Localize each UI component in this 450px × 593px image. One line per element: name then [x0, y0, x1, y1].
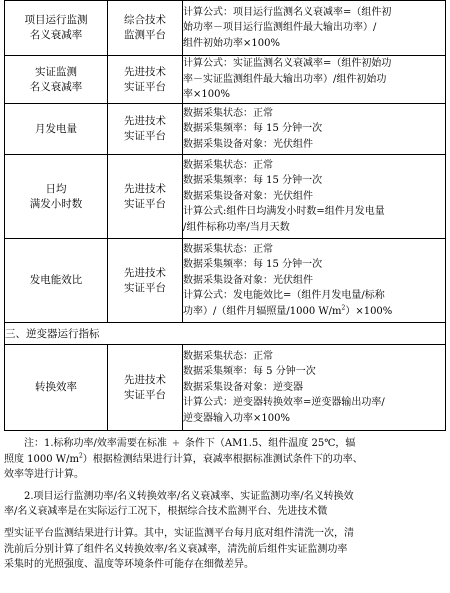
- indicator-name-line: 发电能效比: [29, 274, 83, 286]
- platform-cell: [108, 56, 183, 104]
- note-text: ）根据检测结果进行计算，衰减率根据标准测试条件下的功率、: [82, 453, 363, 465]
- method-line: 始功率－项目运行监测组件最大输出功率）/: [183, 22, 377, 34]
- method-cell: [183, 155, 446, 239]
- note-line: 效率等进行计算。: [4, 469, 84, 481]
- method-line: 数据采集设备对象：光伏组件: [183, 190, 313, 202]
- platform-cell: [108, 155, 183, 239]
- note-line: 率/名义衰减率是在实际运行工况下，根据综合技术监测平台、先进技术微: [4, 506, 328, 518]
- method-line: 率×100%: [183, 89, 230, 101]
- indicator-name-cell: [5, 104, 108, 155]
- indicator-name-line: 月发电量: [35, 122, 77, 135]
- platform-line: 实证平台: [124, 130, 166, 142]
- notes: [4, 436, 444, 573]
- platform-line: 先进技术: [124, 115, 166, 127]
- indicator-name-cell: [5, 56, 108, 104]
- method-line: 计算公式:组件日均满发小时数=组件月发电量: [183, 206, 385, 218]
- platform-cell: [108, 104, 183, 155]
- method-cell: [183, 1, 446, 56]
- method-line: 数据采集状态：正常: [183, 350, 273, 362]
- table-row: [5, 239, 446, 323]
- platform-line: 监测平台: [124, 29, 166, 41]
- method-line: 数据采集状态：正常: [183, 107, 273, 119]
- note-line: [4, 452, 444, 468]
- indicator-name-cell: [5, 1, 108, 56]
- platform-line: 综合技术: [124, 14, 166, 26]
- method-line: 率－实证监测组件最大输出功率）/组件初始功: [183, 73, 387, 85]
- indicator-name-cell: [5, 155, 108, 239]
- indicator-name-cell: [5, 345, 108, 431]
- method-line: /组件标称功率/当月天数: [183, 221, 290, 233]
- note-line: [4, 436, 444, 452]
- table-row: [5, 104, 446, 155]
- platform-line: 实证平台: [124, 80, 166, 93]
- method-line: 计算公式：逆变器转换效率=逆变器输出功率/: [183, 397, 385, 409]
- indicator-name-line: 日均: [45, 182, 67, 195]
- note-text: 照度 1000 W/m: [4, 453, 79, 465]
- platform-line: 先进技术: [124, 182, 166, 195]
- note-line: 洗前后分别计算了组件名义转换效率/名义衰减率，清洗前后组件实证监测功率: [4, 543, 348, 555]
- indicator-table: [4, 0, 446, 431]
- method-line: 逆变器输入功率×100%: [183, 412, 290, 424]
- indicator-name-line: 项目运行监测: [24, 14, 88, 26]
- superscript: 2: [78, 452, 83, 460]
- method-line: 计算公式：项目运行监测名义衰减率=（组件初: [183, 6, 392, 18]
- method-line: 数据采集设备对象：光伏组件: [183, 138, 313, 150]
- note-line: 2.项目运行监测功率/名义转换效率/名义衰减率、实证监测功率/名义转换效: [24, 490, 354, 502]
- method-line: [183, 304, 445, 320]
- method-line: 数据采集频率：每 15 分钟一次: [183, 259, 323, 271]
- platform-line: 实证平台: [124, 197, 166, 210]
- table-row: [5, 345, 446, 431]
- note-line: 采集时的光照强度、温度等环境条件可能存在细微差异。: [4, 559, 254, 571]
- indicator-name-line: 转换效率: [35, 381, 77, 393]
- method-line: 数据采集设备对象：逆变器: [183, 381, 303, 393]
- plus-icon[interactable]: +: [171, 438, 181, 449]
- platform-line: 实证平台: [124, 388, 166, 401]
- platform-line: 先进技术: [124, 373, 166, 386]
- platform-cell: [108, 239, 183, 323]
- note-text: 注：1.标称功率/效率需要在标准: [24, 438, 167, 449]
- note-line: 型实证平台监测结果进行计算。其中，实证监测平台每月底对组件清洗一次，清: [4, 527, 354, 539]
- platform-line: 实证平台: [124, 281, 166, 294]
- method-cell: [183, 104, 446, 155]
- method-line: 计算公式：发电能效比=（组件月发电量/标称: [183, 290, 385, 302]
- table-row: [5, 155, 446, 239]
- section-row: [5, 323, 446, 345]
- method-line: 数据采集状态：正常: [183, 243, 273, 255]
- indicator-name-cell: [5, 239, 108, 323]
- platform-line: 先进技术: [124, 65, 166, 78]
- method-line: 数据采集频率：每 5 分钟一次: [183, 366, 316, 378]
- method-line: 组件初始功率×100%: [183, 37, 280, 49]
- superscript: 2: [341, 304, 346, 312]
- platform-cell: [108, 1, 183, 56]
- method-cell: [183, 239, 446, 323]
- section-heading: 三、逆变器运行指标: [5, 323, 446, 345]
- method-cell: [183, 56, 446, 104]
- method-text: ）×100%: [345, 305, 393, 317]
- table-row: [5, 56, 446, 104]
- method-line: 数据采集状态：正常: [183, 159, 273, 171]
- method-line: 数据采集频率：每 15 分钟一次: [183, 175, 323, 187]
- platform-line: 先进技术: [124, 266, 166, 279]
- method-line: 计算公式：实证监测名义衰减率=（组件初始功: [183, 58, 392, 70]
- method-line: 数据采集频率：每 15 分钟一次: [183, 123, 323, 135]
- method-line: 数据采集设备对象：光伏组件: [183, 274, 313, 286]
- indicator-name-line: 实证监测: [35, 65, 77, 78]
- table-row: [5, 1, 446, 56]
- method-cell: [183, 345, 446, 431]
- note-text: 条件下（AM1.5、组件温度 25℃，辐: [184, 438, 356, 449]
- platform-cell: [108, 345, 183, 431]
- method-text: 功率）/（组件月辐照量/1000 W/m: [183, 305, 342, 317]
- indicator-name-line: 满发小时数: [29, 197, 83, 210]
- indicator-name-line: 名义衰减率: [29, 29, 83, 41]
- indicator-name-line: 名义衰减率: [29, 80, 83, 93]
